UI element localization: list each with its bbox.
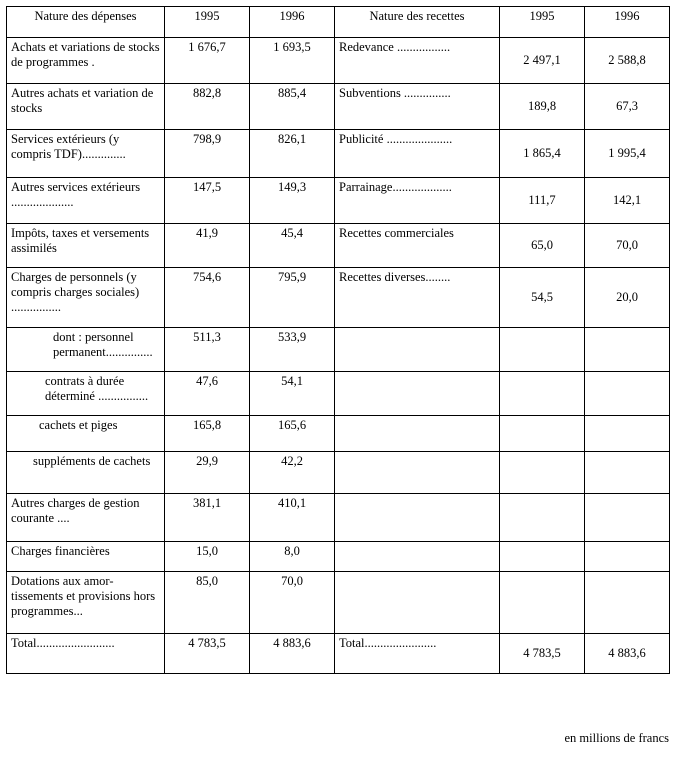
table-row: [7, 452, 670, 494]
expense-label-text: Total.........................: [11, 636, 115, 650]
expense-1995-cell: 754,6: [165, 268, 250, 328]
header-expenses-1995: 1995: [165, 7, 250, 38]
revenue-label-cell: [335, 224, 500, 268]
revenue-1995-cell: 1 865,4: [500, 130, 585, 178]
revenue-label-cell: [335, 84, 500, 130]
revenue-label-text: Subventions ...............: [339, 86, 451, 100]
expense-1996-cell: 149,3: [250, 178, 335, 224]
expense-label-cell: [7, 268, 165, 328]
expense-1995-cell: 798,9: [165, 130, 250, 178]
table-row: [7, 130, 670, 178]
table-row: [7, 572, 670, 634]
revenue-label-cell: [335, 38, 500, 84]
expense-1995-cell: 381,1: [165, 494, 250, 542]
expense-1995-cell: 15,0: [165, 542, 250, 572]
expense-label-cell: [7, 634, 165, 674]
revenue-label-text: Parrainage...................: [339, 180, 452, 194]
revenue-1996-cell: [585, 452, 670, 494]
revenue-label-cell: [335, 542, 500, 572]
revenue-1996-cell: 4 883,6: [585, 634, 670, 674]
revenue-label-cell: [335, 372, 500, 416]
expense-1995-cell: 4 783,5: [165, 634, 250, 674]
revenue-1996-cell: 142,1: [585, 178, 670, 224]
expense-label-cell: [7, 372, 165, 416]
revenue-label-cell: [335, 328, 500, 372]
table-row: [7, 372, 670, 416]
revenue-1996-cell: 67,3: [585, 84, 670, 130]
expense-1995-cell: 511,3: [165, 328, 250, 372]
revenue-1996-cell: [585, 542, 670, 572]
revenue-1996-cell: 2 588,8: [585, 38, 670, 84]
expense-1996-cell: 533,9: [250, 328, 335, 372]
revenue-1995-cell: 65,0: [500, 224, 585, 268]
financial-table: [6, 6, 670, 674]
expense-label-text: suppléments de cachets: [33, 454, 151, 468]
expense-label-cell: [7, 494, 165, 542]
expense-1996-cell: 45,4: [250, 224, 335, 268]
revenue-1996-cell: [585, 328, 670, 372]
expense-label-cell: [7, 38, 165, 84]
revenue-1995-cell: [500, 494, 585, 542]
table-body: [7, 38, 670, 674]
header-revenues-label: Nature des recettes: [335, 7, 500, 38]
expense-label-text: dont : personnel permanent...............: [53, 330, 153, 359]
expense-label-text: cachets et piges: [39, 418, 118, 432]
expense-1995-cell: 85,0: [165, 572, 250, 634]
expense-label-cell: [7, 224, 165, 268]
revenue-label-cell: [335, 130, 500, 178]
table-header: [7, 7, 670, 38]
header-revenues-1996: 1996: [585, 7, 670, 38]
revenue-1995-cell: 2 497,1: [500, 38, 585, 84]
revenue-1995-cell: [500, 542, 585, 572]
table-row: [7, 494, 670, 542]
expense-1995-cell: 1 676,7: [165, 38, 250, 84]
expense-label-text: Dotations aux amor-tissements et provisions hors programmes...: [11, 574, 156, 618]
table-row: [7, 38, 670, 84]
revenue-label-cell: [335, 416, 500, 452]
expense-label-text: Autres charges de gestion courante ....: [11, 496, 140, 525]
revenue-1995-cell: [500, 572, 585, 634]
revenue-label-text: Total.......................: [339, 636, 437, 650]
expense-1996-cell: 1 693,5: [250, 38, 335, 84]
table-row: [7, 224, 670, 268]
expense-label-cell: [7, 452, 165, 494]
expense-1995-cell: 147,5: [165, 178, 250, 224]
revenue-1995-cell: 54,5: [500, 268, 585, 328]
expense-label-cell: [7, 328, 165, 372]
expense-1995-cell: 882,8: [165, 84, 250, 130]
expense-label-cell: [7, 84, 165, 130]
table-row: [7, 328, 670, 372]
revenue-1995-cell: 189,8: [500, 84, 585, 130]
revenue-1996-cell: [585, 494, 670, 542]
expense-label-cell: [7, 542, 165, 572]
revenue-1996-cell: 20,0: [585, 268, 670, 328]
expense-1996-cell: 8,0: [250, 542, 335, 572]
revenue-1995-cell: 4 783,5: [500, 634, 585, 674]
units-caption: en millions de francs: [564, 731, 669, 745]
expense-1996-cell: 42,2: [250, 452, 335, 494]
expense-label-cell: [7, 130, 165, 178]
header-revenues-1995: 1995: [500, 7, 585, 38]
revenue-label-text: Recettes commerciales: [339, 226, 454, 240]
expense-label-text: Achats et variations de stocks de programmes .: [11, 40, 160, 69]
table-row: [7, 178, 670, 224]
expense-1996-cell: 70,0: [250, 572, 335, 634]
table-row: [7, 84, 670, 130]
table-row: [7, 268, 670, 328]
revenue-label-cell: [335, 268, 500, 328]
expense-label-text: Autres services extérieurs ....................: [11, 180, 141, 209]
revenue-label-cell: [335, 572, 500, 634]
revenue-1996-cell: 1 995,4: [585, 130, 670, 178]
expense-label-text: Services extérieurs (y compris TDF)..............: [11, 132, 126, 161]
table-row: [7, 416, 670, 452]
revenue-label-cell: [335, 494, 500, 542]
expense-label-cell: [7, 572, 165, 634]
header-row: [7, 7, 670, 38]
expense-1995-cell: 29,9: [165, 452, 250, 494]
expense-label-cell: [7, 178, 165, 224]
expense-label-text: Autres achats et variation de stocks: [11, 86, 154, 115]
revenue-1996-cell: 70,0: [585, 224, 670, 268]
expense-1996-cell: 165,6: [250, 416, 335, 452]
revenue-label-text: Redevance .................: [339, 40, 451, 54]
revenue-label-text: Recettes diverses........: [339, 270, 451, 284]
header-expenses-label: Nature des dépenses: [7, 7, 165, 38]
revenue-1995-cell: 111,7: [500, 178, 585, 224]
revenue-label-cell: [335, 634, 500, 674]
expense-1995-cell: 41,9: [165, 224, 250, 268]
revenue-1996-cell: [585, 372, 670, 416]
expense-1996-cell: 885,4: [250, 84, 335, 130]
expense-label-text: Charges financières: [11, 544, 110, 558]
revenue-label-cell: [335, 452, 500, 494]
expense-1996-cell: 4 883,6: [250, 634, 335, 674]
expense-1996-cell: 795,9: [250, 268, 335, 328]
expense-label-cell: [7, 416, 165, 452]
revenue-label-text: Publicité .....................: [339, 132, 453, 146]
header-expenses-1996: 1996: [250, 7, 335, 38]
expense-label-text: Impôts, taxes et versements assimilés: [11, 226, 150, 255]
expense-1995-cell: 47,6: [165, 372, 250, 416]
expense-1995-cell: 165,8: [165, 416, 250, 452]
expense-label-text: Charges de personnels (y compris charges sociales) ................: [11, 270, 140, 314]
table-row: [7, 634, 670, 674]
revenue-1996-cell: [585, 572, 670, 634]
expense-1996-cell: 410,1: [250, 494, 335, 542]
expense-label-text: contrats à durée déterminé ................: [45, 374, 149, 403]
revenue-1996-cell: [585, 416, 670, 452]
revenue-1995-cell: [500, 452, 585, 494]
expense-1996-cell: 54,1: [250, 372, 335, 416]
revenue-1995-cell: [500, 372, 585, 416]
revenue-label-cell: [335, 178, 500, 224]
table-row: [7, 542, 670, 572]
revenue-1995-cell: [500, 416, 585, 452]
expense-1996-cell: 826,1: [250, 130, 335, 178]
revenue-1995-cell: [500, 328, 585, 372]
